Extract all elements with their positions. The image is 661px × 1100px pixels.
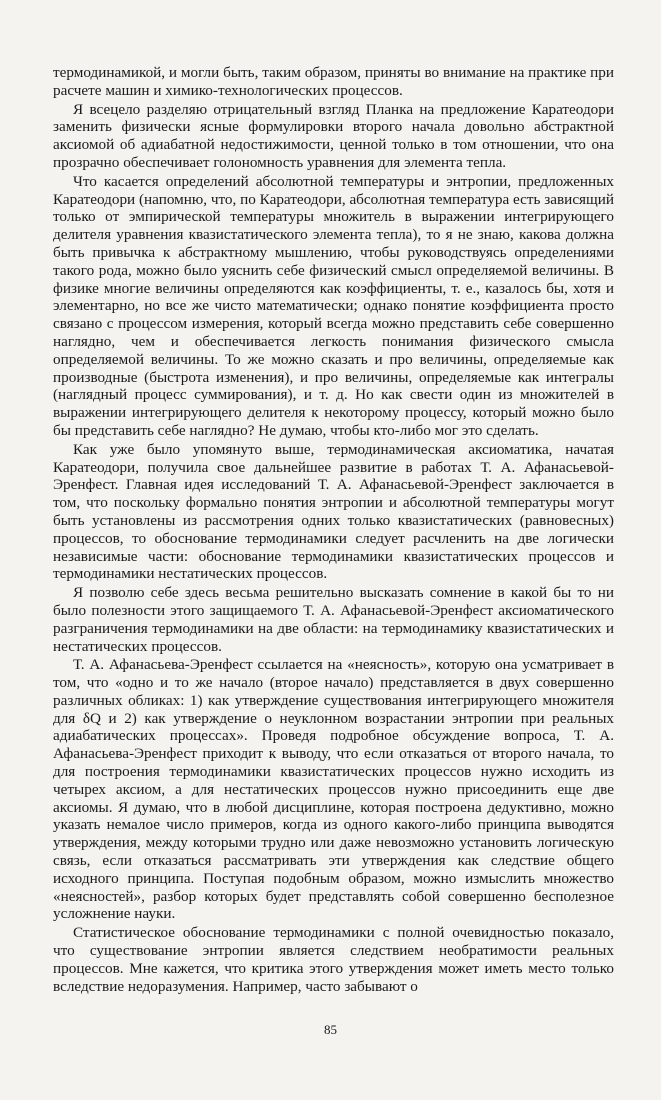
page-number: 85 <box>324 1022 337 1037</box>
paragraph-3: Что касается определений абсолютной температуры и энтропии, предложенных Каратеодори (напомню, что, по Каратеодори, абсолютная температура есть зависящий только от эмпирической температуры множитель в выражении интегрирующего делителя уравнения квазистатического элемента тепла), то я не знаю, какова должна быть привычка к абстрактному мышлению, чтобы руководствуясь определениями такого рода, можно было уяснить себе физический смысл определяемой величины. В физике многие величины определяются как коэффициенты, т. е., казалось бы, хотя и элементарно, но все же чисто математически; однако понятие коэффициента просто связано с процессом измерения, который всегда можно представить себе совершенно наглядно, чем и обеспечивается легкость понимания физического смысла определяемой величины. То же можно сказать и про величины, определяемые как производные (быстрота изменения), и про величины, определяемые как интегралы (наглядный процесс суммирования), и т. д. Но как свести один из множителей в выражении интегрирующего делителя к некоторому процессу, который можно было бы представить себе наглядно? Не думаю, чтобы кто-либо мог это сделать. <box>53 172 614 439</box>
paragraph-6: Т. А. Афанасьева-Эренфест ссылается на «неясность», которую она усматривает в том, что «одно и то же начало (второе начало) представляется в двух совершенно различных обликах: 1) как утверждение существования интегрирующего множителя для δQ и 2) как утверждение о неуклонном возрастании энтропии при реальных адиабатических процессах». Проведя подробное обсуждение вопроса, Т. А. Афанасьева-Эренфест приходит к выводу, что если отказаться от второго начала, то для построения термодинамики квазистатических процессов нужно исходить из четырех аксиом, а для нестатических процессов нужно присоединить еще две аксиомы. Я думаю, что в любой дисциплине, которая построена дедуктивно, можно указать немалое число примеров, когда из одного какого-либо принципа выводятся утверждения, между которыми трудно или даже невозможно установить логическую связь, если отказаться рассматривать эти утверждения как следствие общего исходного принципа. Поступая подобным образом, можно измыслить множество «неясностей», разбор которых будет представлять собой совершенно бесполезное усложнение науки. <box>53 656 614 923</box>
paragraph-7: Статистическое обоснование термодинамики с полной очевидностью показало, что существование энтропии является следствием необратимости реальных процессов. Мне кажется, что критика этого утверждения может иметь место только вследствие недоразумения. Например, часто забывают о <box>53 924 614 995</box>
paragraph-4: Как уже было упомянуто выше, термодинамическая аксиоматика, начатая Каратеодори, получила свое дальнейшее развитие в работах Т. А. Афанасьевой-Эренфест. Главная идея исследований Т. А. Афанасьевой-Эренфест заключается в том, что поскольку формально понятия энтропии и абсолютной температуры могут быть установлены из рассмотрения одних только квазистатических (равновесных) процессов, то обоснование термодинамики следует расчленить на две логически независимые части: обоснование термодинамики квазистатических процессов и термодинамики нестатических процессов. <box>53 440 614 583</box>
paragraph-1: термодинамикой, и могли быть, таким образом, приняты во внимание на практике при расчете машин и химико-технологических процессов. <box>53 64 614 99</box>
paragraph-5: Я позволю себе здесь весьма решительно высказать сомнение в какой бы то ни было полезности этого защищаемого Т. А. Афанасьевой-Эренфест аксиоматического разграничения термодинамики на две области: на термодинамику квазистатических и нестатических процессов. <box>53 584 614 655</box>
paragraph-2: Я всецело разделяю отрицательный взгляд Планка на предложение Каратеодори заменить физически ясные формулировки второго начала довольно абстрактной аксиомой об адиабатной недостижимости, ценной только в том отношении, что она прозрачно обеспечивает голономность уравнения для элемента тепла. <box>53 100 614 171</box>
body-text <box>53 64 614 995</box>
